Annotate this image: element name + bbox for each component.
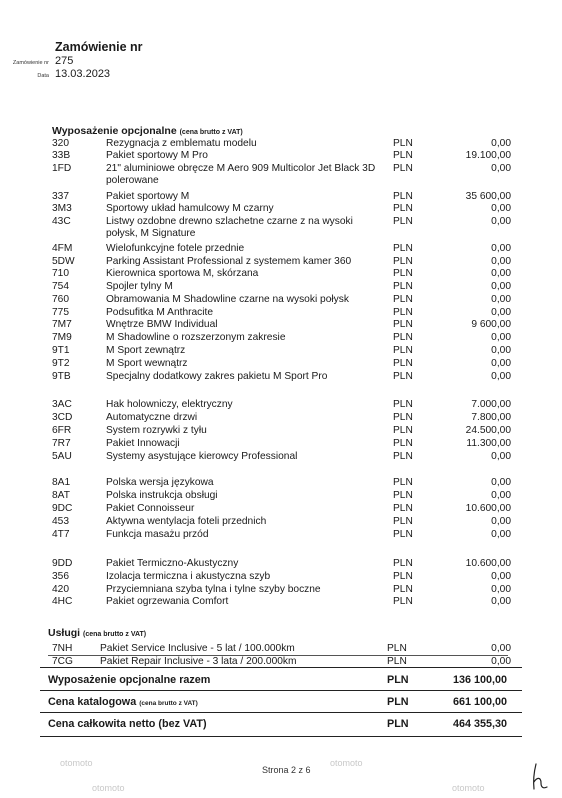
item-price: 0,00 xyxy=(491,294,511,305)
item-currency: PLN xyxy=(393,425,413,436)
section-services-title xyxy=(48,627,146,639)
item-description: Obramowania M Shadowline czarne na wysoki połysk xyxy=(106,294,349,305)
item-currency: PLN xyxy=(387,643,407,654)
item-description: Listwy ozdobne drewno szlachetne czarne z na wysoki połysk, M Signature xyxy=(106,216,353,239)
item-price: 0,00 xyxy=(491,358,511,369)
item-code: 420 xyxy=(52,584,69,595)
item-currency: PLN xyxy=(393,281,413,292)
net-price-currency: PLN xyxy=(387,718,409,730)
item-description: Polska instrukcja obsługi xyxy=(106,490,218,501)
item-description: Aktywna wentylacja foteli przednich xyxy=(106,516,267,527)
item-currency: PLN xyxy=(393,516,413,527)
catalog-price-currency: PLN xyxy=(387,696,409,708)
section-services-label: Usługi xyxy=(48,627,81,639)
watermark: otomoto xyxy=(330,758,363,768)
item-description: Pakiet sportowy M Pro xyxy=(106,150,208,161)
item-code: 3CD xyxy=(52,412,73,423)
item-description: Specjalny dodatkowy zakres pakietu M Sport Pro xyxy=(106,371,328,382)
item-price: 0,00 xyxy=(491,371,511,382)
item-code: 9T1 xyxy=(52,345,70,356)
item-currency: PLN xyxy=(393,477,413,488)
item-price: 0,00 xyxy=(491,243,511,254)
item-currency: PLN xyxy=(393,451,413,462)
item-description: M Sport zewnątrz xyxy=(106,345,186,356)
item-code: 320 xyxy=(52,138,69,149)
item-currency: PLN xyxy=(393,438,413,449)
item-code: 356 xyxy=(52,571,69,582)
item-code: 5AU xyxy=(52,451,72,462)
catalog-price-text: Cena katalogowa xyxy=(48,696,137,708)
watermark: otomoto xyxy=(92,783,125,793)
item-currency: PLN xyxy=(393,412,413,423)
item-currency: PLN xyxy=(387,656,407,667)
document-title: Zamówienie nr xyxy=(55,40,143,54)
divider xyxy=(40,712,522,713)
item-code: 8A1 xyxy=(52,477,71,488)
item-currency: PLN xyxy=(393,203,413,214)
item-price: 7.000,00 xyxy=(471,399,511,410)
item-price: 0,00 xyxy=(491,203,511,214)
section-optional-title xyxy=(52,125,243,137)
item-currency: PLN xyxy=(393,558,413,569)
item-currency: PLN xyxy=(393,256,413,267)
net-price-value: 464 355,30 xyxy=(452,718,507,730)
item-description: Pakiet Repair Inclusive - 3 lata / 200.000km xyxy=(100,656,297,667)
item-description: Parking Assistant Professional z systemem kamer 360 xyxy=(106,256,352,267)
item-description: Spojler tylny M xyxy=(106,281,173,292)
item-currency: PLN xyxy=(393,584,413,595)
item-code: 43C xyxy=(52,216,71,227)
item-price: 0,00 xyxy=(491,307,511,318)
item-price: 0,00 xyxy=(491,163,511,174)
item-description: Polska wersja językowa xyxy=(106,477,214,488)
item-price: 0,00 xyxy=(491,516,511,527)
item-price: 35 600,00 xyxy=(465,191,511,202)
page-number: Strona 2 z 6 xyxy=(262,765,311,775)
item-currency: PLN xyxy=(393,243,413,254)
item-code: 7M9 xyxy=(52,332,72,343)
item-code: 7CG xyxy=(52,656,73,667)
item-code: 9TB xyxy=(52,371,71,382)
item-price: 11.300,00 xyxy=(466,438,511,449)
item-description: M Shadowline o rozszerzonym zakresie xyxy=(106,332,286,343)
item-code: 8AT xyxy=(52,490,70,501)
item-code: 4T7 xyxy=(52,529,70,540)
item-code: 4FM xyxy=(52,243,73,254)
item-description: Pakiet ogrzewania Comfort xyxy=(106,596,229,607)
item-code: 453 xyxy=(52,516,69,527)
item-price: 0,00 xyxy=(491,281,511,292)
item-description: Wielofunkcyjne fotele przednie xyxy=(106,243,245,254)
item-price: 0,00 xyxy=(491,138,511,149)
item-price: 0,00 xyxy=(491,490,511,501)
item-currency: PLN xyxy=(393,191,413,202)
item-price: 0,00 xyxy=(491,656,511,667)
item-currency: PLN xyxy=(393,371,413,382)
item-code: 337 xyxy=(52,191,69,202)
item-price: 9 600,00 xyxy=(471,319,511,330)
optional-total-value: 136 100,00 xyxy=(452,674,507,686)
item-currency: PLN xyxy=(393,216,413,227)
item-description: System rozrywki z tyłu xyxy=(106,425,207,436)
optional-total-currency: PLN xyxy=(387,674,409,686)
item-price: 24.500,00 xyxy=(465,425,511,436)
item-currency: PLN xyxy=(393,150,413,161)
item-currency: PLN xyxy=(393,319,413,330)
item-description: M Sport wewnątrz xyxy=(106,358,188,369)
item-code: 5DW xyxy=(52,256,75,267)
item-price: 0,00 xyxy=(491,643,511,654)
item-description: Pakiet Termiczno-Akustyczny xyxy=(106,558,239,569)
item-price: 0,00 xyxy=(491,596,511,607)
item-code: 4HC xyxy=(52,596,73,607)
catalog-price-value: 661 100,00 xyxy=(452,696,507,708)
item-code: 9T2 xyxy=(52,358,70,369)
divider xyxy=(48,655,508,656)
item-currency: PLN xyxy=(393,294,413,305)
item-description: Systemy asystujące kierowcy Professional xyxy=(106,451,298,462)
optional-total-label: Wyposażenie opcjonalne razem xyxy=(48,674,211,686)
item-description: Pakiet Innowacji xyxy=(106,438,180,449)
item-code: 3AC xyxy=(52,399,72,410)
item-price: 0,00 xyxy=(491,584,511,595)
section-optional-label: Wyposażenie opcjonalne xyxy=(52,125,177,137)
item-currency: PLN xyxy=(393,307,413,318)
item-currency: PLN xyxy=(393,332,413,343)
section-optional-note: (cena brutto z VAT) xyxy=(179,129,243,136)
net-price-label: Cena całkowita netto (bez VAT) xyxy=(48,718,207,730)
date-label: Data xyxy=(37,73,49,79)
watermark: otomoto xyxy=(452,783,485,793)
item-code: 33B xyxy=(52,150,71,161)
item-code: 7R7 xyxy=(52,438,71,449)
order-number: 275 xyxy=(55,55,74,67)
item-currency: PLN xyxy=(393,358,413,369)
item-description: Wnętrze BMW Individual xyxy=(106,319,218,330)
item-code: 760 xyxy=(52,294,69,305)
item-price: 10.600,00 xyxy=(465,558,511,569)
item-code: 6FR xyxy=(52,425,72,436)
item-price: 0,00 xyxy=(491,332,511,343)
item-price: 0,00 xyxy=(491,216,511,227)
item-currency: PLN xyxy=(393,163,413,174)
item-price: 0,00 xyxy=(491,571,511,582)
divider xyxy=(40,690,522,691)
item-code: 775 xyxy=(52,307,69,318)
item-code: 754 xyxy=(52,281,69,292)
section-services-note: (cena brutto z VAT) xyxy=(83,631,147,638)
item-description: Pakiet Service Inclusive - 5 lat / 100.000km xyxy=(100,643,295,654)
catalog-price-label xyxy=(48,696,198,708)
item-description: Hak holowniczy, elektryczny xyxy=(106,399,233,410)
item-price: 0,00 xyxy=(491,268,511,279)
item-currency: PLN xyxy=(393,503,413,514)
item-price: 0,00 xyxy=(491,477,511,488)
item-currency: PLN xyxy=(393,571,413,582)
catalog-price-note: (cena brutto z VAT) xyxy=(139,700,198,707)
item-price: 0,00 xyxy=(491,529,511,540)
item-code: 9DC xyxy=(52,503,73,514)
item-code: 710 xyxy=(52,268,69,279)
item-code: 7NH xyxy=(52,643,73,654)
item-price: 0,00 xyxy=(491,345,511,356)
item-price: 19.100,00 xyxy=(465,150,511,161)
item-description: Rezygnacja z emblematu modelu xyxy=(106,138,257,149)
divider xyxy=(40,667,522,668)
item-description: Sportowy układ hamulcowy M czarny xyxy=(106,203,274,214)
item-currency: PLN xyxy=(393,490,413,501)
item-currency: PLN xyxy=(393,268,413,279)
item-price: 0,00 xyxy=(491,451,511,462)
signature xyxy=(528,762,552,792)
item-description: 21" aluminiowe obręcze M Aero 909 Multicolor Jet Black 3D polerowane xyxy=(106,163,376,186)
item-description: Pakiet Connoisseur xyxy=(106,503,195,514)
item-description: Automatyczne drzwi xyxy=(106,412,198,423)
item-description: Pakiet sportowy M xyxy=(106,191,190,202)
item-code: 1FD xyxy=(52,163,72,174)
item-price: 0,00 xyxy=(491,256,511,267)
item-description: Funkcja masażu przód xyxy=(106,529,209,540)
item-currency: PLN xyxy=(393,138,413,149)
item-code: 9DD xyxy=(52,558,73,569)
item-price: 7.800,00 xyxy=(471,412,511,423)
divider xyxy=(40,736,522,737)
item-currency: PLN xyxy=(393,399,413,410)
item-code: 7M7 xyxy=(52,319,72,330)
order-number-label: Zamówienie nr xyxy=(12,60,49,66)
item-description: Izolacja termiczna i akustyczna szyb xyxy=(106,571,271,582)
order-date: 13.03.2023 xyxy=(55,68,111,80)
item-description: Podsufitka M Anthracite xyxy=(106,307,214,318)
item-description: Kierownica sportowa M, skórzana xyxy=(106,268,259,279)
item-currency: PLN xyxy=(393,345,413,356)
item-currency: PLN xyxy=(393,596,413,607)
item-code: 3M3 xyxy=(52,203,72,214)
watermark: otomoto xyxy=(60,758,93,768)
item-currency: PLN xyxy=(393,529,413,540)
item-price: 10.600,00 xyxy=(465,503,511,514)
item-description: Przyciemniana szyba tylna i tylne szyby boczne xyxy=(106,584,321,595)
